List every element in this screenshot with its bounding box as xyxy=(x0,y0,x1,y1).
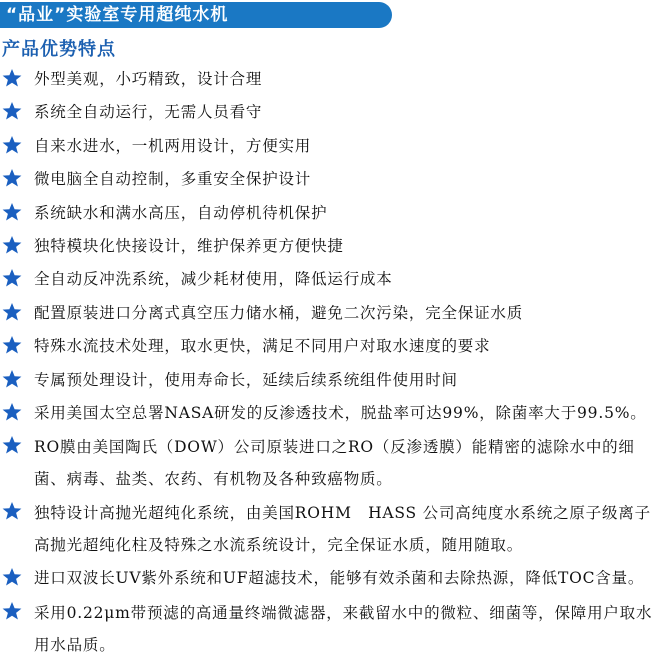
feature-text: 专属预处理设计，使用寿命长，延续后续系统组件使用时间 xyxy=(34,370,458,389)
star-icon xyxy=(2,268,22,288)
feature-list xyxy=(0,64,670,663)
feature-text: 采用美国太空总署NASA研发的反渗透技术，脱盐率可达99%，除菌率大于99.5%。 xyxy=(34,403,647,422)
feature-text: 外型美观，小巧精致，设计合理 xyxy=(34,70,263,88)
feature-text: 特殊水流技术处理，取水更快，满足不同用户对取水速度的要求 xyxy=(34,337,491,356)
feature-text: 全自动反冲洗系统，减少耗材使用，降低运行成本 xyxy=(34,270,393,289)
title-banner xyxy=(0,2,392,28)
star-icon xyxy=(2,335,22,355)
star-icon xyxy=(2,369,22,389)
section-heading: 产品优势特点 xyxy=(2,39,116,60)
star-icon xyxy=(2,302,22,322)
feature-text: 配置原装进口分离式真空压力储水桶，避免二次污染，完全保证水质 xyxy=(34,303,524,322)
feature-item xyxy=(0,597,670,663)
star-icon xyxy=(2,135,22,155)
star-icon xyxy=(2,202,22,222)
feature-item xyxy=(0,231,670,264)
feature-text: 进口双波长UV紫外系统和UF超滤技术，能够有效杀菌和去除热源，降低TOC含量。 xyxy=(34,569,645,588)
feature-item xyxy=(0,497,670,563)
star-icon xyxy=(2,101,22,121)
feature-item xyxy=(0,365,670,398)
feature-item xyxy=(0,97,670,130)
star-icon xyxy=(2,501,22,521)
feature-text: 系统全自动运行，无需人员看守 xyxy=(34,103,263,122)
feature-item xyxy=(0,131,670,164)
feature-text: 独特设计高抛光超纯化系统，由美国ROHM HASS 公司高纯度水系统之原子级离子高抛光超纯化柱及特殊之水流系统设计，完全保证水质，随用随取。 xyxy=(34,504,651,555)
star-icon xyxy=(2,168,22,188)
star-icon xyxy=(2,435,22,455)
feature-item xyxy=(0,563,670,596)
feature-item xyxy=(0,198,670,231)
star-icon xyxy=(2,567,22,587)
feature-text: 微电脑全自动控制，多重安全保护设计 xyxy=(34,170,312,189)
star-icon xyxy=(2,601,22,621)
feature-text: 自来水进水，一机两用设计，方便实用 xyxy=(34,136,312,155)
feature-text: 系统缺水和满水高压，自动停机待机保护 xyxy=(34,203,328,222)
feature-item xyxy=(0,64,670,97)
star-icon xyxy=(2,402,22,422)
feature-item xyxy=(0,264,670,297)
feature-text: 独特模块化快接设计，维护保养更方便快捷 xyxy=(34,236,344,255)
feature-item xyxy=(0,298,670,331)
feature-item xyxy=(0,398,670,431)
star-icon xyxy=(2,68,22,88)
feature-text: RO膜由美国陶氏（DOW）公司原装进口之RO（反渗透膜）能精密的滤除水中的细菌、病毒、盐类、农药、有机物及各种致癌物质。 xyxy=(34,438,635,489)
page-title: “品业”实验室专用超纯水机 xyxy=(6,5,229,25)
star-icon xyxy=(2,235,22,255)
feature-item xyxy=(0,164,670,197)
feature-item xyxy=(0,331,670,364)
feature-item xyxy=(0,431,670,497)
feature-text: 采用0.22μm带预滤的高通量终端微滤器，来截留水中的微粒、细菌等，保障用户取水用水品质。 xyxy=(34,603,653,654)
